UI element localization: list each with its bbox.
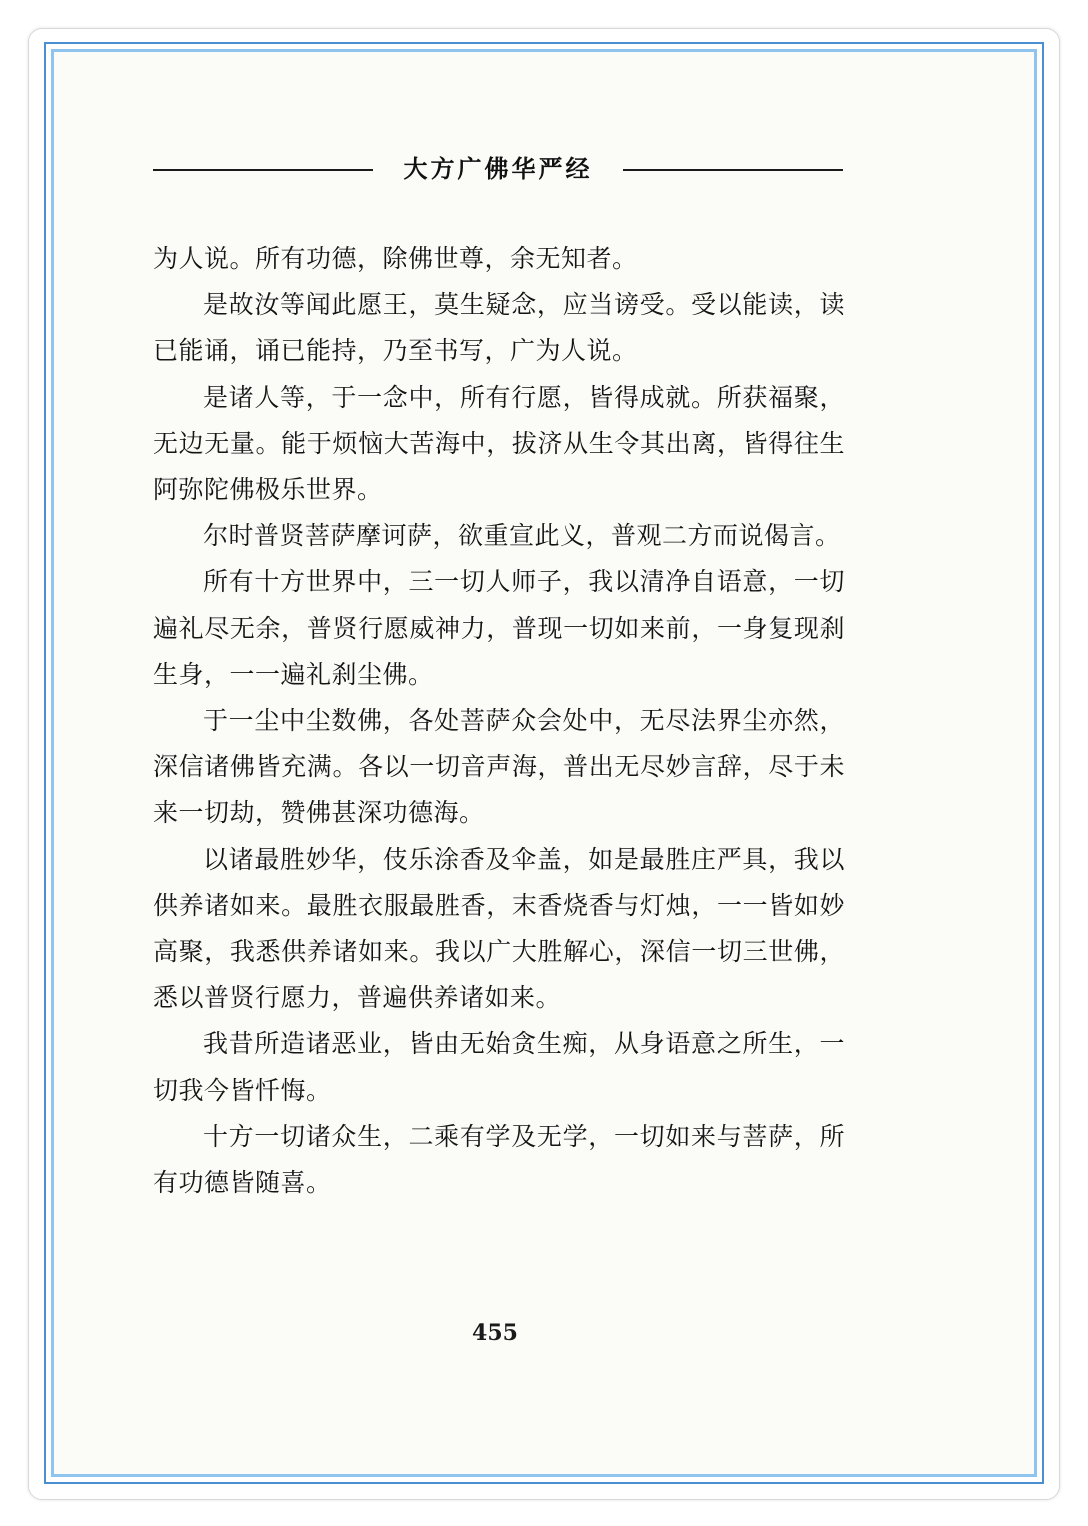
paragraph: 以诸最胜妙华，伎乐涂香及伞盖，如是最胜庄严具，我以供养诸如来。最胜衣服最胜香，末香烧香与灯烛，一一皆如妙高聚，我悉供养诸如来。我以广大胜解心，深信一切三世佛，悉以普贤行愿力，普遍供养诸如来。 (153, 844, 845, 1013)
paragraph: 为人说。所有功德，除佛世尊，余无知者。 (153, 244, 638, 273)
running-header (153, 150, 843, 190)
paragraph: 是故汝等闻此愿王，莫生疑念，应当谤受。受以能读，读已能诵，诵已能持，乃至书写，广为人说。 (153, 290, 845, 366)
paragraph: 十方一切诸众生，二乘有学及无学，一切如来与菩萨，所有功德皆随喜。 (153, 1121, 845, 1198)
page-number: 455 (472, 1320, 518, 1346)
paragraph: 所有十方世界中，三一切人师子，我以清净自语意，一切遍礼尽无余，普贤行愿威神力，普现一切如来前，一身复现刹生身，一一遍礼刹尘佛。 (153, 567, 845, 689)
header-rule-right (623, 169, 843, 171)
header-rule-left (153, 169, 373, 171)
paragraph: 是诸人等，于一念中，所有行愿，皆得成就。所获福聚，无边无量。能于烦恼大苦海中，拔济从生令其出离，皆得往生阿弥陀佛极乐世界。 (153, 382, 845, 505)
paragraph: 于一尘中尘数佛，各处菩萨众会处中，无尽法界尘亦然，深信诸佛皆充满。各以一切音声海，普出无尽妙言辞，尽于未来一切劫，赞佛甚深功德海。 (153, 706, 845, 828)
header-title: 大方广佛华严经 (403, 154, 593, 183)
body-text (153, 236, 845, 1206)
paragraph: 尔时普贤菩萨摩诃萨，欲重宣此义，普观二方而说偈言。 (203, 521, 841, 551)
paragraph: 我昔所造诸恶业，皆由无始贪生痴，从身语意之所生，一切我今皆忏悔。 (153, 1029, 845, 1105)
